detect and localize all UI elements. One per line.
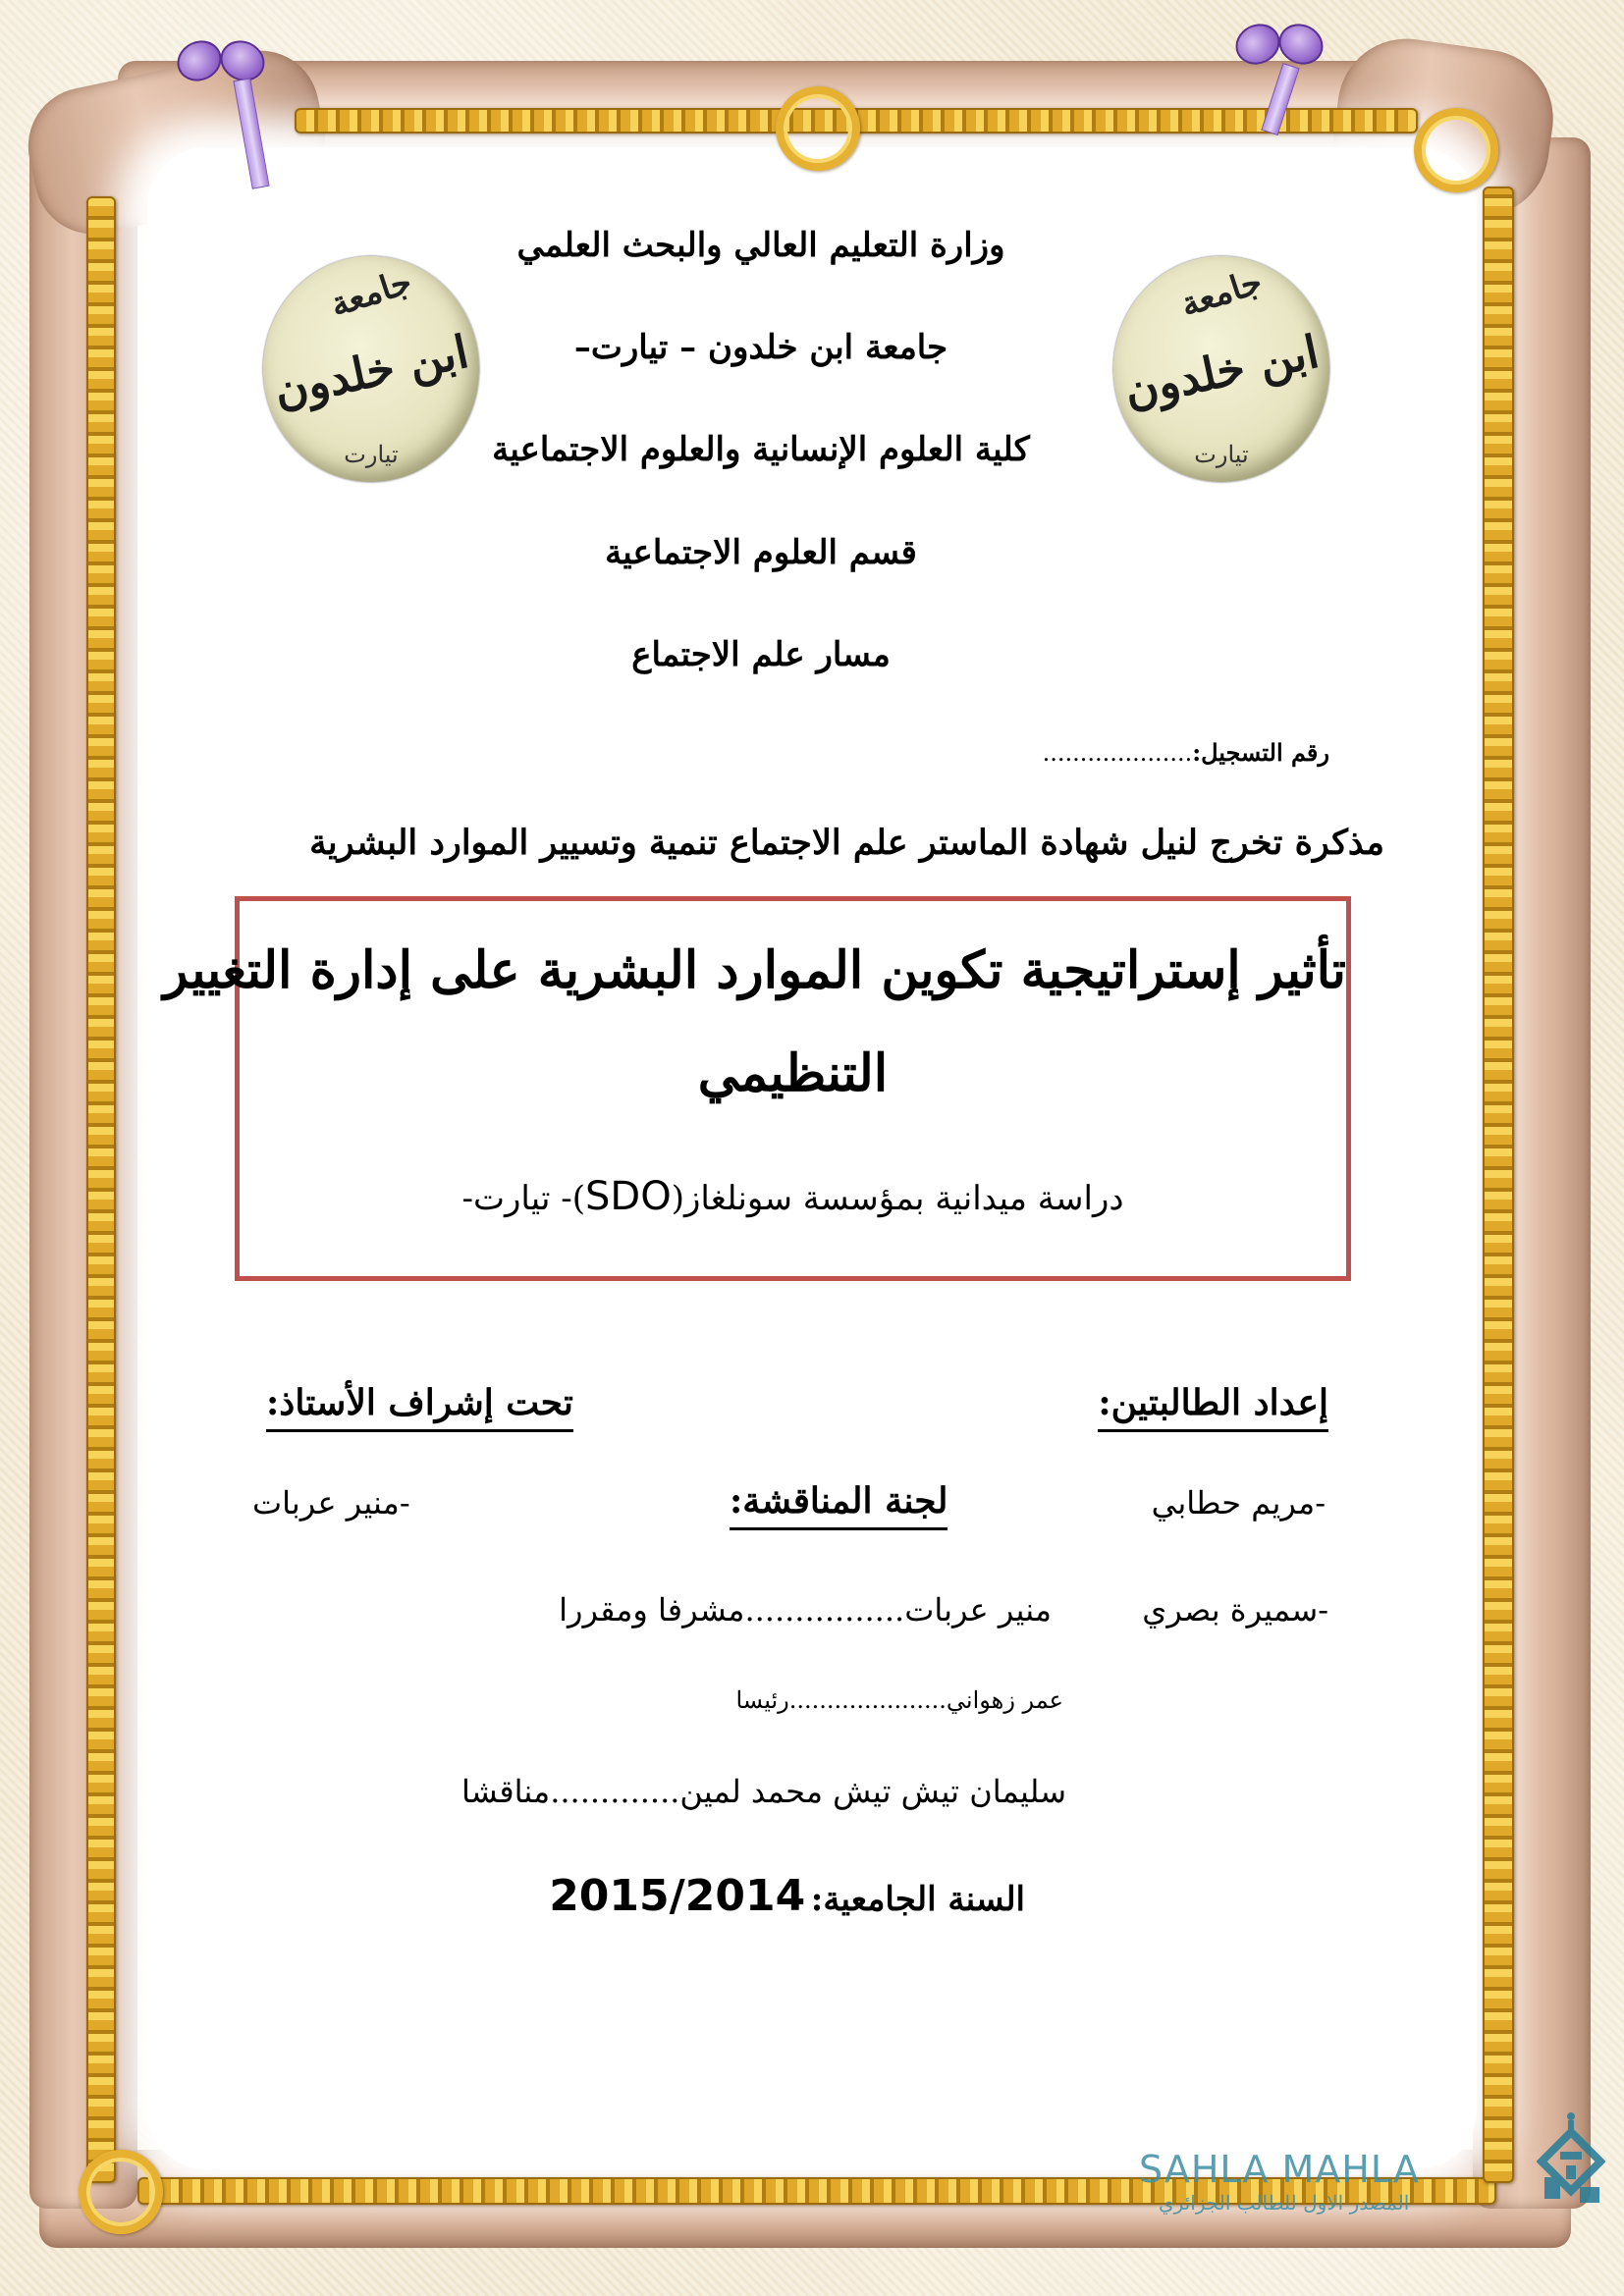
seal-top-text: جامعة <box>325 261 417 326</box>
seal-top-text: جامعة <box>1175 261 1268 326</box>
academic-year-value: 2015/2014 <box>549 1871 806 1921</box>
registration-label: رقم التسجيل: <box>1192 738 1329 767</box>
faculty-name: كلية العلوم الإنسانية والعلوم الاجتماعية <box>492 430 1030 469</box>
track-name: مسار علم الاجتماع <box>631 635 891 674</box>
committee-member-supervisor: منير عربات................مشرفا ومقررا <box>559 1591 1052 1629</box>
left-gold-border <box>86 196 116 2183</box>
watermark-brand: SAHLA MAHLA <box>1139 2148 1420 2191</box>
right-ribbon-bow-icon <box>1235 25 1324 74</box>
thesis-title-line-2: التنظيمي <box>697 1043 889 1103</box>
seal-bottom-text: تيارت <box>344 441 399 468</box>
thesis-title-line-1: تأثير إستراتيجية تكوين الموارد البشرية على إدارة التغيير <box>163 940 1346 1000</box>
case-study-line <box>240 1174 1346 1219</box>
registration-number <box>1043 738 1329 767</box>
committee-heading <box>730 1480 947 1522</box>
committee-member-examiner: سليمان تيش تيش محمد لمين.............مناقشا <box>461 1773 1066 1810</box>
students-heading <box>1098 1382 1328 1423</box>
students-heading-label: إعداد الطالبتين: <box>1098 1382 1328 1432</box>
seal-bottom-text: تيارت <box>1194 441 1249 468</box>
sahla-mahla-watermark <box>1139 2148 1551 2215</box>
student-name-1: -مريم حطابي <box>1151 1484 1326 1522</box>
watermark-tagline: المصدر الاول للطالب الجزائري <box>1159 2191 1410 2215</box>
department-name: قسم العلوم الاجتماعية <box>605 533 917 572</box>
right-gold-border <box>1483 187 1514 2183</box>
committee-heading-label: لجنة المناقشة: <box>730 1480 947 1530</box>
memo-subtitle: مذكرة تخرج لنيل شهادة الماستر علم الاجتماع تنمية وتسيير الموارد البشرية <box>309 823 1384 863</box>
company-acronym: SDO <box>585 1174 672 1219</box>
left-ribbon-bow-icon <box>177 41 265 90</box>
top-right-knot-ornament <box>1414 108 1498 192</box>
student-name-2: -سميرة بصري <box>1142 1591 1328 1629</box>
supervisor-name: -منير عربات <box>252 1484 410 1522</box>
academic-year-label: السنة الجامعية: <box>810 1880 1025 1919</box>
supervisor-heading <box>266 1382 573 1423</box>
top-knot-ornament <box>776 86 860 171</box>
academic-year <box>549 1871 1025 1921</box>
case-prefix: دراسة ميدانية بمؤسسة سونلغاز( <box>671 1179 1124 1218</box>
supervisor-heading-label: تحت إشراف الأستاذ: <box>266 1382 573 1432</box>
committee-member-president: عمر زهواني.....................رئيسا <box>735 1686 1063 1714</box>
seal-main-text: ابن خلدون <box>269 324 473 418</box>
university-name: جامعة ابن خلدون – تيارت– <box>573 328 948 367</box>
seal-main-text: ابن خلدون <box>1119 324 1324 418</box>
bottom-left-knot-ornament <box>79 2150 163 2234</box>
thesis-title-box <box>163 896 1351 1281</box>
ministry-name: وزارة التعليم العالي والبحث العلمي <box>516 226 1005 265</box>
case-suffix: )- تيارت- <box>461 1179 586 1218</box>
sahla-mahla-logo-icon <box>1537 2109 1605 2216</box>
registration-value: .................... <box>1042 739 1193 767</box>
